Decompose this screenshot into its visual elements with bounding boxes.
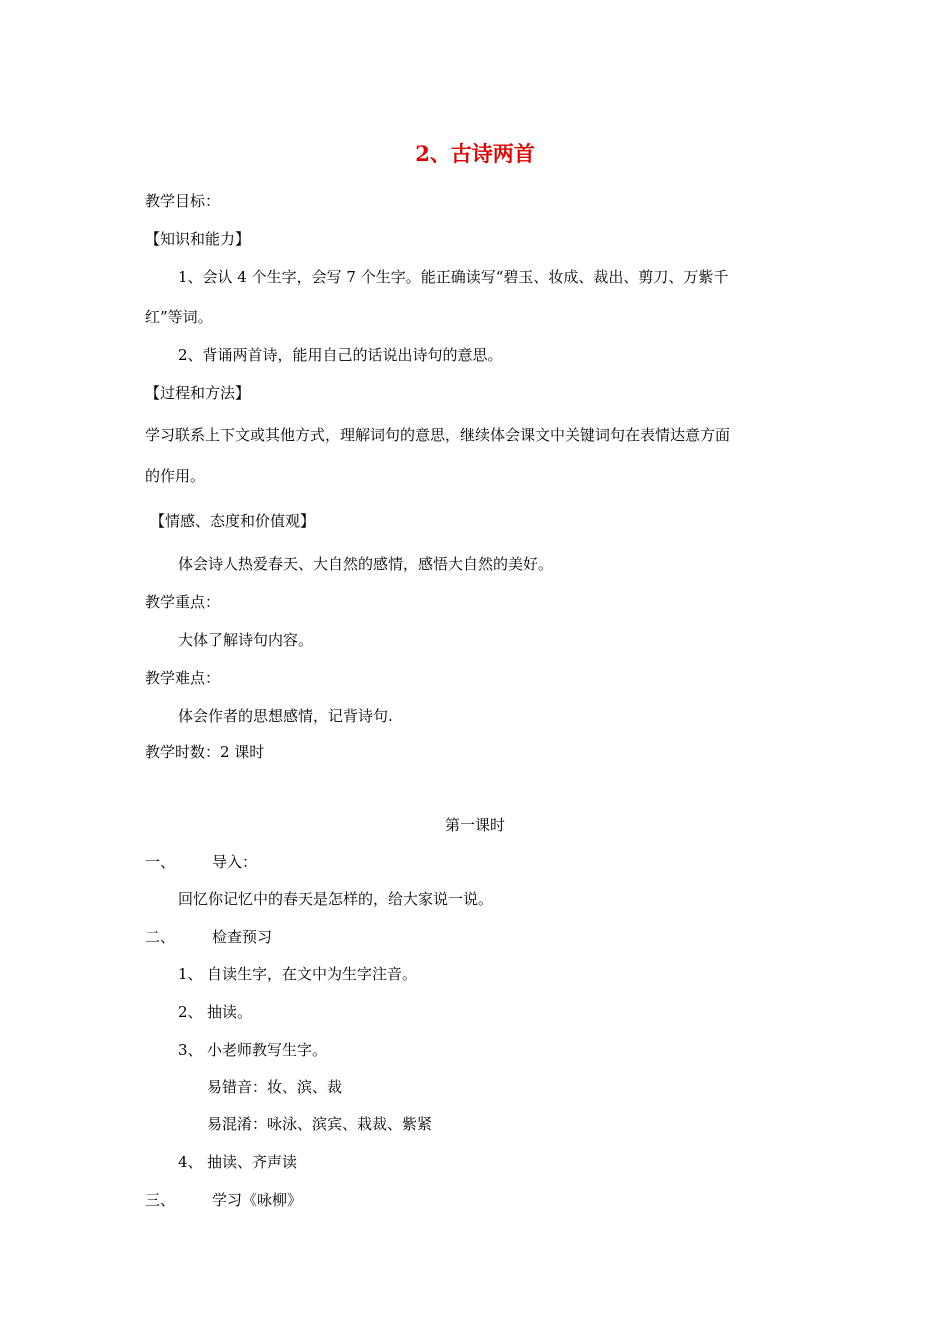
process-line-1: 学习联系上下文或其他方式，理解词句的意思，继续体会课文中关键词句在表情达意方面 [145, 426, 731, 444]
section-emotion-heading: 【情感、态度和价值观】 [150, 512, 316, 530]
key-point-heading: 教学重点： [145, 593, 221, 611]
easy-wrong-sounds: 易错音：妆、滨、裁 [207, 1078, 343, 1096]
goals-heading: 教学目标： [145, 192, 221, 210]
step-1-number: 一、 [145, 853, 176, 871]
step-1-label: 导入： [212, 853, 258, 871]
process-line-2: 的作用。 [145, 467, 206, 485]
step-2-label: 检查预习 [212, 928, 273, 946]
sub-item-1-number: 1、 [178, 965, 203, 983]
goal-item-2: 2、背诵两首诗，能用自己的话说出诗句的意思。 [178, 346, 503, 364]
step-2-number: 二、 [145, 928, 176, 946]
step-3-label: 学习《咏柳》 [212, 1191, 303, 1209]
difficulty-text: 体会作者的思想感情，记背诗句. [178, 707, 393, 725]
easy-confuse-chars: 易混淆：咏泳、滨宾、栽裁、紫紧 [207, 1115, 433, 1133]
document-title: 2、古诗两首 [415, 141, 535, 166]
sub-item-4-text: 抽读、齐声读 [207, 1153, 298, 1171]
sub-item-3-number: 3、 [178, 1041, 203, 1059]
teaching-hours: 教学时数：2 课时 [145, 743, 265, 761]
goal-item-1-line-2: 红”等词。 [145, 308, 213, 326]
key-point-text: 大体了解诗句内容。 [178, 631, 314, 649]
goal-item-1-line-1: 1、会认 4 个生字，会写 7 个生字。能正确读写“碧玉、妆成、裁出、剪刀、万紫千 [178, 268, 729, 286]
step-1-text: 回忆你记忆中的春天是怎样的，给大家说一说。 [178, 890, 494, 908]
section-knowledge-heading: 【知识和能力】 [145, 230, 251, 248]
sub-item-4-number: 4、 [178, 1153, 203, 1171]
lesson-title: 第一课时 [444, 816, 505, 834]
sub-item-2-text: 抽读。 [207, 1003, 253, 1021]
difficulty-heading: 教学难点： [145, 669, 221, 687]
sub-item-3-text: 小老师教写生字。 [207, 1041, 328, 1059]
section-process-heading: 【过程和方法】 [145, 384, 251, 402]
sub-item-2-number: 2、 [178, 1003, 203, 1021]
step-3-number: 三、 [145, 1191, 176, 1209]
sub-item-1-text: 自读生字，在文中为生字注音。 [207, 965, 418, 983]
emotion-text: 体会诗人热爱春天、大自然的感情，感悟大自然的美好。 [178, 555, 554, 573]
